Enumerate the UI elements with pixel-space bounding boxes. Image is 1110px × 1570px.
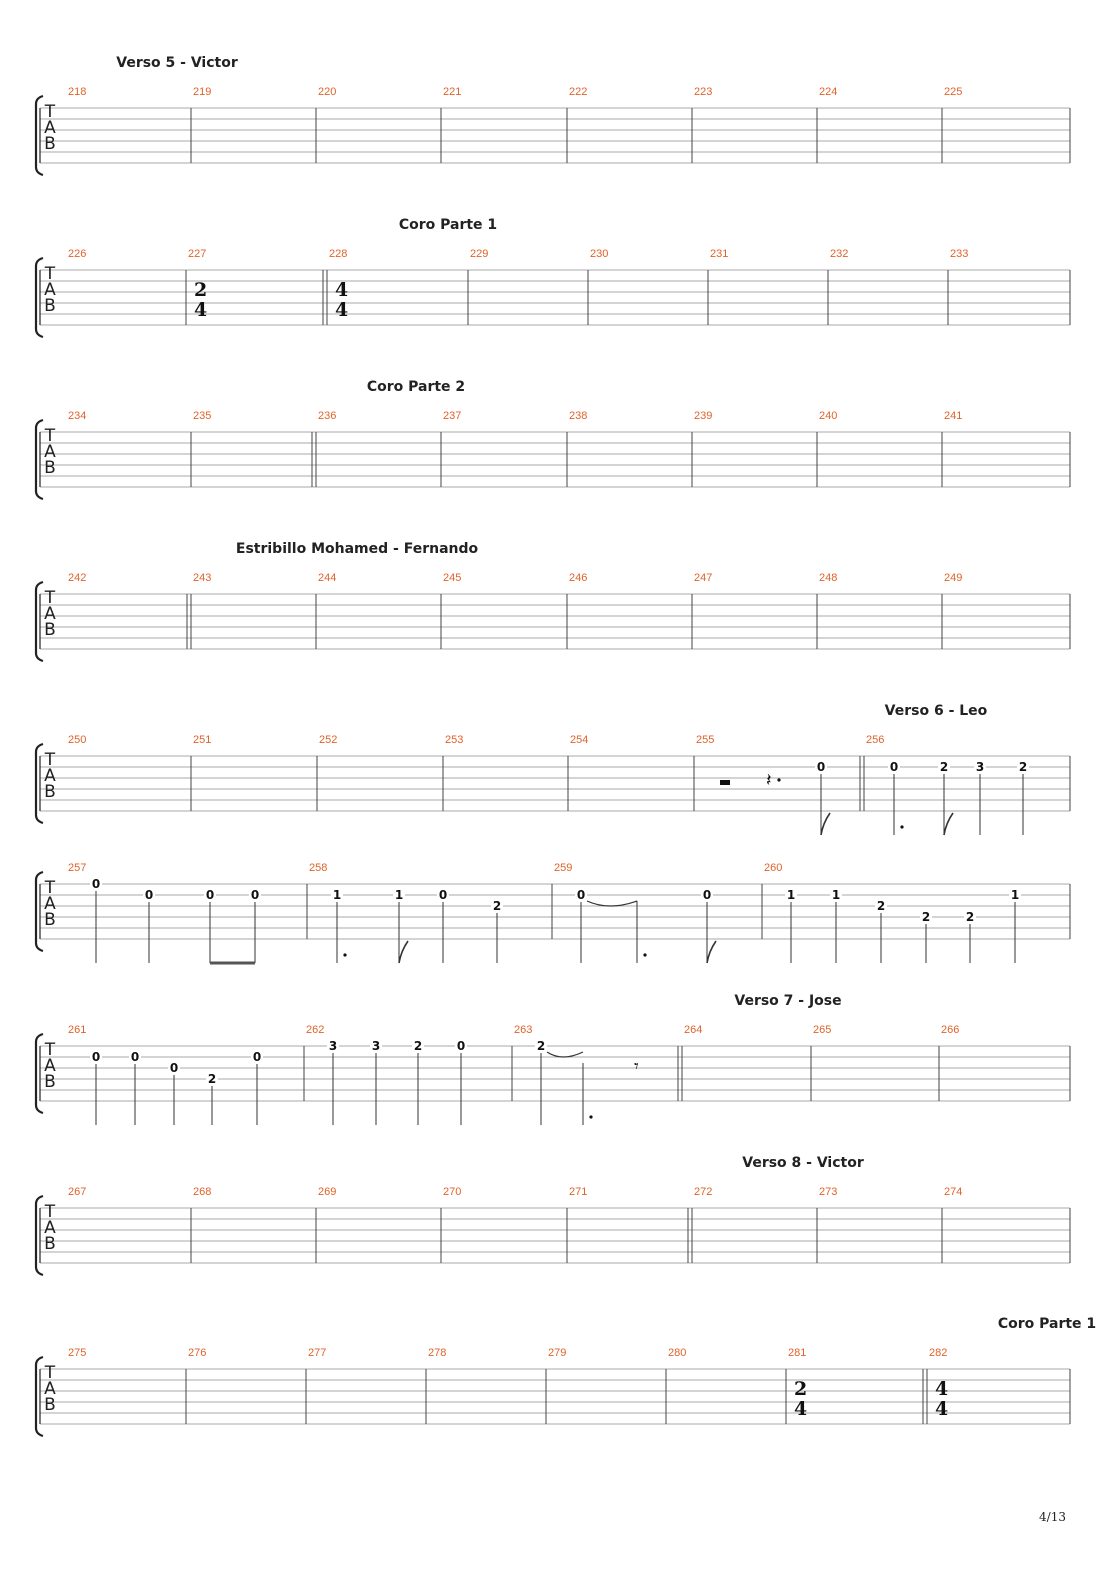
measure-number: 232: [830, 248, 849, 260]
section-label: Coro Parte 1: [997, 1316, 1097, 1332]
measure-number: 233: [950, 248, 969, 260]
measure-number: 281: [788, 1347, 807, 1359]
quarter-rest: 𝄽: [766, 770, 772, 791]
fret-number: 0: [252, 1050, 262, 1064]
measure-number: 225: [944, 86, 963, 98]
measure-number: 250: [68, 734, 87, 746]
tab-clef-letter: B: [44, 296, 56, 316]
measure-number: 274: [944, 1186, 963, 1198]
measure-number: 248: [819, 572, 838, 584]
measure-number: 265: [813, 1024, 832, 1036]
fret-number: 0: [250, 888, 260, 902]
fret-number: 0: [702, 888, 712, 902]
measure-number: 251: [193, 734, 212, 746]
fret-number: 1: [332, 888, 342, 902]
section-label: Verso 6 - Leo: [884, 703, 988, 719]
measure-number: 228: [329, 248, 348, 260]
half-rest: [720, 780, 730, 785]
duration-dot: [643, 953, 646, 956]
measure-number: 239: [694, 410, 713, 422]
measure-number: 227: [188, 248, 207, 260]
tab-clef-letter: B: [44, 458, 56, 478]
tab-system: [36, 217, 1070, 337]
measure-number: 244: [318, 572, 337, 584]
measure-number: 245: [443, 572, 462, 584]
tab-system: [36, 55, 1070, 175]
tab-system: [36, 1316, 1096, 1436]
duration-dot: [589, 1115, 592, 1118]
fret-number: 2: [492, 899, 502, 913]
fret-number: 3: [371, 1039, 381, 1053]
fret-number: 3: [975, 760, 985, 774]
time-signature-numerator: 2: [194, 279, 208, 301]
measure-number: 222: [569, 86, 588, 98]
measure-number: 253: [445, 734, 464, 746]
tab-system: [36, 379, 1070, 499]
measure-number: 278: [428, 1347, 447, 1359]
tab-clef-letter: T: [44, 750, 56, 770]
fret-number: 0: [205, 888, 215, 902]
measure-number: 263: [514, 1024, 533, 1036]
duration-dot: [343, 953, 346, 956]
section-label: Verso 7 - Jose: [734, 993, 842, 1009]
tie: [547, 1052, 583, 1057]
measure-number: 270: [443, 1186, 462, 1198]
fret-number: 2: [536, 1039, 546, 1053]
tab-clef-letter: B: [44, 620, 56, 640]
fret-number: 2: [965, 910, 975, 924]
measure-number: 276: [188, 1347, 207, 1359]
measure-number: 226: [68, 248, 87, 260]
measure-number: 262: [306, 1024, 325, 1036]
measure-number: 241: [944, 410, 963, 422]
measure-number: 256: [866, 734, 885, 746]
fret-number: 2: [921, 910, 931, 924]
fret-number: 3: [328, 1039, 338, 1053]
measure-number: 247: [694, 572, 713, 584]
section-label: Estribillo Mohamed - Fernando: [235, 541, 479, 557]
tab-clef-letter: T: [44, 878, 56, 898]
tab-system: [36, 541, 1070, 661]
measure-number: 240: [819, 410, 838, 422]
measure-number: 249: [944, 572, 963, 584]
measure-number: 238: [569, 410, 588, 422]
tab-clef-letter: B: [44, 1234, 56, 1254]
fret-number: 0: [456, 1039, 466, 1053]
time-signature-numerator: 4: [335, 279, 349, 301]
fret-number: 2: [207, 1072, 217, 1086]
tab-clef-letter: A: [44, 894, 56, 914]
tab-clef-letter: A: [44, 604, 56, 624]
fret-number: 1: [394, 888, 404, 902]
time-signature-numerator: 4: [935, 1378, 949, 1400]
tab-clef-letter: A: [44, 1379, 56, 1399]
tab-clef-letter: A: [44, 118, 56, 138]
measure-number: 219: [193, 86, 212, 98]
fret-number: 0: [438, 888, 448, 902]
measure-number: 273: [819, 1186, 838, 1198]
measure-number: 230: [590, 248, 609, 260]
tab-clef-letter: A: [44, 280, 56, 300]
measure-number: 235: [193, 410, 212, 422]
tab-system: [36, 703, 1070, 835]
measure-number: 259: [554, 862, 573, 874]
measure-number: 266: [941, 1024, 960, 1036]
note-flag: [944, 813, 953, 835]
tie: [587, 901, 637, 906]
measure-number: 224: [819, 86, 838, 98]
time-signature-numerator: 2: [794, 1378, 808, 1400]
measure-number: 254: [570, 734, 589, 746]
measure-number: 242: [68, 572, 87, 584]
time-signature-denominator: 4: [194, 299, 208, 321]
fret-number: 2: [413, 1039, 423, 1053]
rest-dot: [777, 778, 780, 781]
tab-system: [36, 862, 1070, 963]
fret-number: 1: [831, 888, 841, 902]
time-signature-denominator: 4: [794, 1398, 808, 1420]
duration-dot: [900, 825, 903, 828]
measure-number: 258: [309, 862, 328, 874]
fret-number: 1: [786, 888, 796, 902]
section-label: Verso 5 - Victor: [116, 55, 238, 71]
section-label: Coro Parte 1: [398, 217, 498, 233]
measure-number: 243: [193, 572, 212, 584]
measure-number: 264: [684, 1024, 703, 1036]
measure-number: 261: [68, 1024, 87, 1036]
fret-number: 0: [130, 1050, 140, 1064]
tab-clef-letter: T: [44, 1202, 56, 1222]
measure-number: 255: [696, 734, 715, 746]
measure-number: 279: [548, 1347, 567, 1359]
measure-number: 272: [694, 1186, 713, 1198]
tab-clef-letter: A: [44, 766, 56, 786]
measure-number: 275: [68, 1347, 87, 1359]
fret-number: 0: [889, 760, 899, 774]
fret-number: 2: [876, 899, 886, 913]
fret-number: 1: [1010, 888, 1020, 902]
note-flag: [821, 813, 830, 835]
measure-number: 269: [318, 1186, 337, 1198]
fret-number: 0: [576, 888, 586, 902]
measure-number: 229: [470, 248, 489, 260]
tab-clef-letter: A: [44, 1218, 56, 1238]
fret-number: 2: [1018, 760, 1028, 774]
fret-number: 0: [91, 1050, 101, 1064]
note-flag: [399, 941, 408, 963]
eighth-rest: 𝄾: [634, 1056, 639, 1077]
measure-number: 221: [443, 86, 462, 98]
time-signature-denominator: 4: [935, 1398, 949, 1420]
time-signature-denominator: 4: [335, 299, 349, 321]
measure-number: 267: [68, 1186, 87, 1198]
tab-clef-letter: T: [44, 426, 56, 446]
fret-number: 2: [939, 760, 949, 774]
measure-number: 237: [443, 410, 462, 422]
note-flag: [707, 941, 716, 963]
tab-clef-letter: A: [44, 1056, 56, 1076]
tab-clef-letter: B: [44, 1395, 56, 1415]
tab-clef-letter: T: [44, 1040, 56, 1060]
fret-number: 0: [91, 877, 101, 891]
tab-clef-letter: B: [44, 134, 56, 154]
tab-clef-letter: B: [44, 910, 56, 930]
tab-clef-letter: T: [44, 264, 56, 284]
measure-number: 234: [68, 410, 87, 422]
tab-system: [36, 993, 1070, 1125]
tab-clef-letter: T: [44, 588, 56, 608]
fret-number: 0: [816, 760, 826, 774]
measure-number: 280: [668, 1347, 687, 1359]
measure-number: 257: [68, 862, 87, 874]
tab-clef-letter: B: [44, 1072, 56, 1092]
measure-number: 277: [308, 1347, 327, 1359]
measure-number: 282: [929, 1347, 948, 1359]
measure-number: 231: [710, 248, 729, 260]
tab-clef-letter: T: [44, 1363, 56, 1383]
tab-clef-letter: T: [44, 102, 56, 122]
measure-number: 268: [193, 1186, 212, 1198]
measure-number: 220: [318, 86, 337, 98]
tab-clef-letter: A: [44, 442, 56, 462]
measure-number: 223: [694, 86, 713, 98]
measure-number: 246: [569, 572, 588, 584]
fret-number: 0: [144, 888, 154, 902]
page-number: 4/13: [1039, 1510, 1066, 1524]
measure-number: 252: [319, 734, 338, 746]
measure-number: 236: [318, 410, 337, 422]
tab-system: [36, 1155, 1070, 1275]
section-label: Verso 8 - Victor: [742, 1155, 864, 1171]
section-label: Coro Parte 2: [366, 379, 466, 395]
fret-number: 0: [169, 1061, 179, 1075]
measure-number: 271: [569, 1186, 588, 1198]
measure-number: 260: [764, 862, 783, 874]
tab-clef-letter: B: [44, 782, 56, 802]
measure-number: 218: [68, 86, 87, 98]
